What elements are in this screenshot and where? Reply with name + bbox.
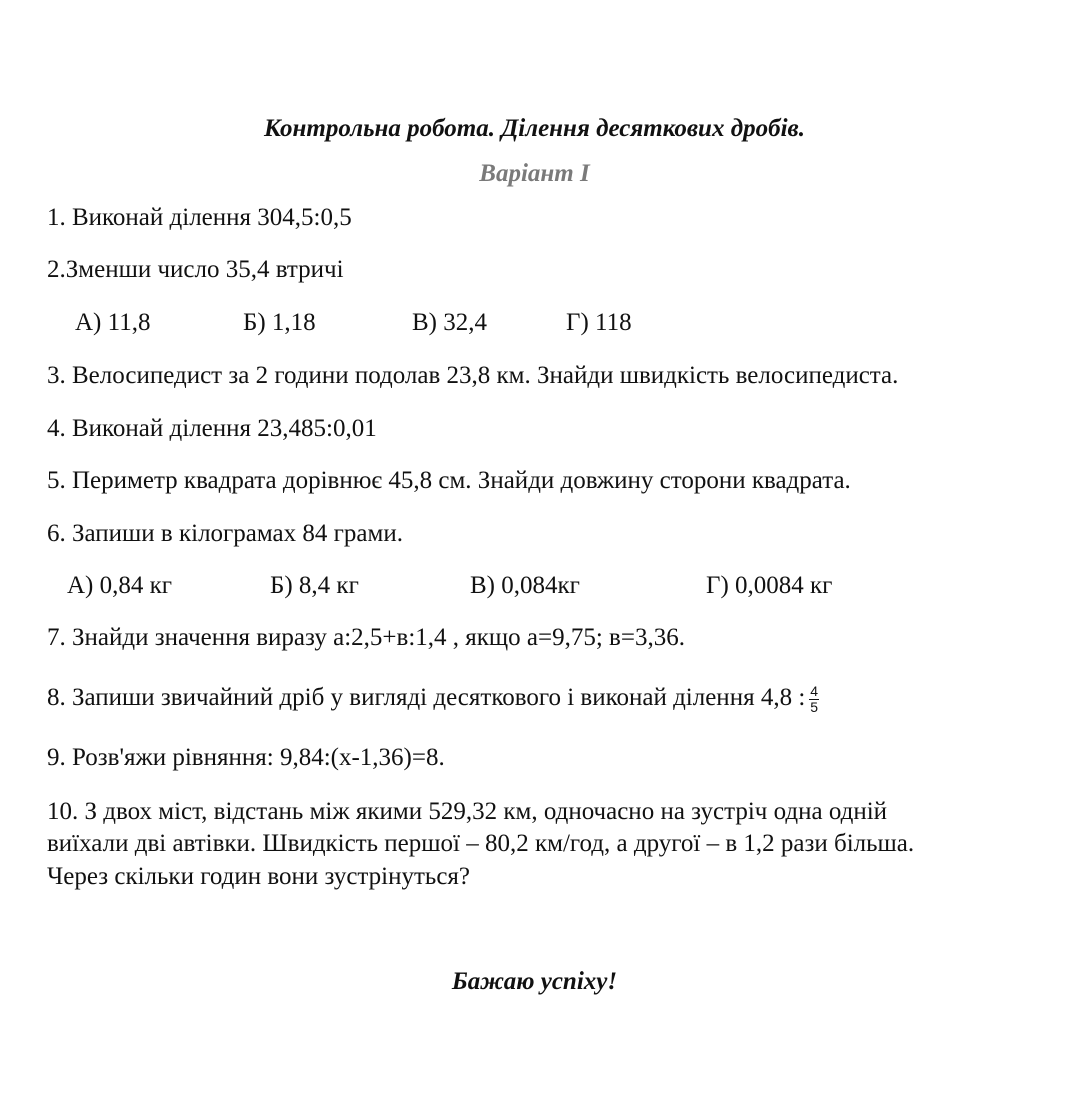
question-6: 6. Запиши в кілограмах 84 грами. (47, 520, 403, 547)
question-5: 5. Периметр квадрата дорівнює 45,8 см. Знайди довжину сторони квадрата. (47, 467, 851, 494)
question-7: 7. Знайди значення виразу а:2,5+в:1,4 , якщо а=9,75; в=3,36. (47, 624, 685, 651)
q6-option-d: Г) 0,0084 кг (706, 572, 833, 599)
question-10-line-1: 10. З двох міст, відстань між якими 529,32 км, одночасно на зустріч одна одній (47, 798, 888, 825)
fraction-denominator: 5 (810, 698, 819, 715)
q2-option-d: Г) 118 (566, 309, 632, 336)
question-2: 2.Зменши число 35,4 втричі (47, 256, 344, 283)
question-3: 3. Велосипедист за 2 години подолав 23,8 км. Знайди швидкість велосипедиста. (47, 362, 899, 389)
document-title: Контрольна робота. Ділення десяткових дробів. (264, 115, 805, 142)
fraction-numerator: 4 (810, 682, 819, 699)
variant-label: Варіант І (479, 160, 590, 187)
q2-option-b: Б) 1,18 (243, 309, 316, 336)
question-8-text: 8. Запиши звичайний дріб у вигляді десяткового і виконай ділення 4,8 : (47, 684, 806, 711)
footer-wish: Бажаю успіху! (451, 968, 618, 995)
q6-option-a: А) 0,84 кг (67, 572, 173, 599)
q6-option-b: Б) 8,4 кг (270, 572, 359, 599)
q6-option-c: В) 0,084кг (470, 572, 580, 599)
question-1: 1. Виконай ділення 304,5:0,5 (47, 204, 352, 231)
q2-option-a: А) 11,8 (75, 309, 151, 336)
fraction (809, 684, 819, 715)
question-8 (47, 683, 819, 715)
question-4: 4. Виконай ділення 23,485:0,01 (47, 415, 377, 442)
question-10-line-3: Через скільки годин вони зустрінуться? (47, 863, 471, 890)
q2-option-c: В) 32,4 (412, 309, 487, 336)
question-9: 9. Розв'яжи рівняння: 9,84:(х-1,36)=8. (47, 744, 445, 771)
question-10-line-2: виїхали дві автівки. Швидкість першої – 80,2 км/год, а другої – в 1,2 рази більша. (47, 830, 915, 857)
